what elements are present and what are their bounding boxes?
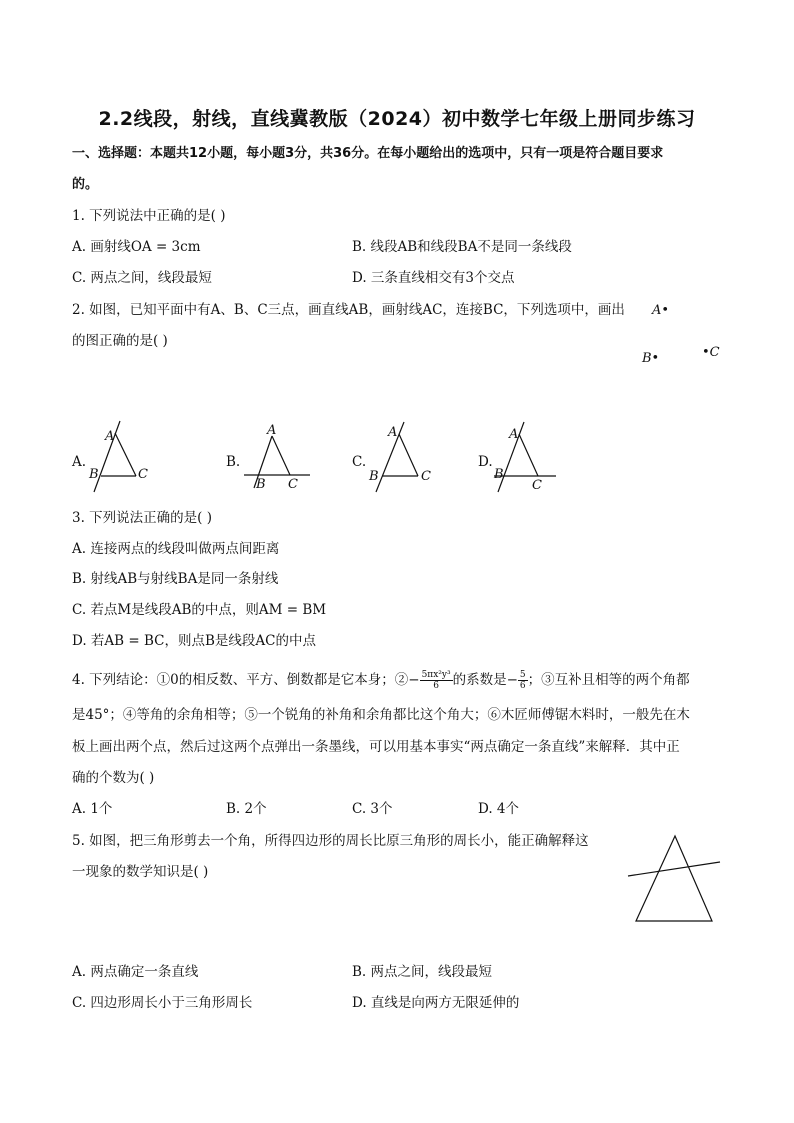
q2-stem-cont: 的图正确的是( ) [72,333,168,349]
q2-option-d: D. [478,454,493,470]
figure-a-label-a: A [105,429,115,444]
q5-option-b: B. 两点之间，线段最短 [352,964,493,980]
point-b-label: B• [642,351,660,366]
q4-fraction-monomial [420,670,453,691]
figure-d-label-a: A [509,427,519,442]
q4-stem-part2: 的系数是− [452,672,518,688]
q5-option-d: D. 直线是向两方无限延伸的 [352,995,520,1011]
figure-b-label-a: A [267,423,277,438]
q4-frac-num: 5πx²y³ [421,670,451,680]
figure-a-label-b: B [89,467,99,482]
q2-stem: 2. 如图，已知平面中有A、B、C三点，画直线AB，画射线AC，连接BC，下列选项中，画出 [72,302,625,318]
q3-option-b: B. 射线AB与射线BA是同一条射线 [72,571,279,587]
q2-option-a: A. [72,454,87,470]
q4-stem-line3: 板上画出两个点，然后过这两个点弹出一条墨线，可以用基本事实“两点确定一条直线”来解释．其中正 [72,739,680,755]
q5-triangle-figure [624,832,724,926]
point-c-label: •C [702,345,720,360]
figure-d-label-c: C [532,478,542,493]
q3-option-c: C. 若点M是线段AB的中点，则AM = BM [72,602,327,618]
q2-figure-b [240,420,314,492]
figure-c-label-b: B [369,469,379,484]
q4-fraction-coefficient [518,670,528,691]
q2-figure-c [366,418,436,494]
q5-stem-cont: 一现象的数学知识是( ) [72,864,209,880]
q2-figure-d [490,418,560,494]
section-header: 一、选择题：本题共12小题，每小题3分，共36分。在每小题给出的选项中，只有一项是符合题目要求 [72,146,664,161]
q5-option-c: C. 四边形周长小于三角形周长 [72,995,253,1011]
q4-option-b: B. 2个 [226,801,267,817]
q4-stem-part1: 4. 下列结论：①0的相反数、平方、倒数都是它本身；②− [72,672,420,688]
figure-c-label-a: A [388,425,398,440]
q4-option-d: D. 4个 [478,801,520,817]
q2-option-c: C. [352,454,367,470]
q1-option-b: B. 线段AB和线段BA不是同一条线段 [352,239,572,255]
page-title: 2.2线段，射线，直线冀教版（2024）初中数学七年级上册同步练习 [98,108,696,130]
q4-stem-line1 [72,670,690,691]
q5-stem: 5. 如图，把三角形剪去一个角，所得四边形的周长比原三角形的周长小，能正确解释这 [72,833,589,849]
section-header-cont: 的。 [72,177,99,192]
q4-option-c: C. 3个 [352,801,393,817]
figure-b-label-c: C [288,477,298,492]
q4-stem-part3: ；③互补且相等的两个角都 [527,672,690,688]
q1-option-a: A. 画射线OA = 3cm [72,239,201,255]
q4-frac-den: 6 [433,681,439,691]
q3-stem: 3. 下列说法正确的是( ) [72,510,212,526]
q4-option-a: A. 1个 [72,801,113,817]
q2-figure-a [84,418,156,494]
q5-option-a: A. 两点确定一条直线 [72,964,199,980]
q1-stem: 1. 下列说法中正确的是( ) [72,208,226,224]
q3-option-a: A. 连接两点的线段叫做两点间距离 [72,541,280,557]
q4-stem-line4: 确的个数为( ) [72,770,155,786]
point-a-label: A• [652,303,670,318]
q1-option-d: D. 三条直线相交有3个交点 [352,270,515,286]
q3-option-d: D. 若AB = BC，则点B是线段AC的中点 [72,633,316,649]
figure-a-label-c: C [138,467,148,482]
q2-points-figure [630,296,730,368]
q4-frac2-num: 5 [519,670,526,680]
q4-frac2-den: 6 [519,681,526,691]
q4-stem-line2: 是45°；④等角的余角相等；⑤一个锐角的补角和余角都比这个角大；⑥木匠师傅锯木料时，一般先在木 [72,707,690,723]
figure-b-label-b: B [256,477,266,492]
figure-c-label-c: C [421,469,431,484]
q2-option-b: B. [226,454,241,470]
q1-option-c: C. 两点之间，线段最短 [72,270,212,286]
figure-d-label-b: B [494,467,504,482]
